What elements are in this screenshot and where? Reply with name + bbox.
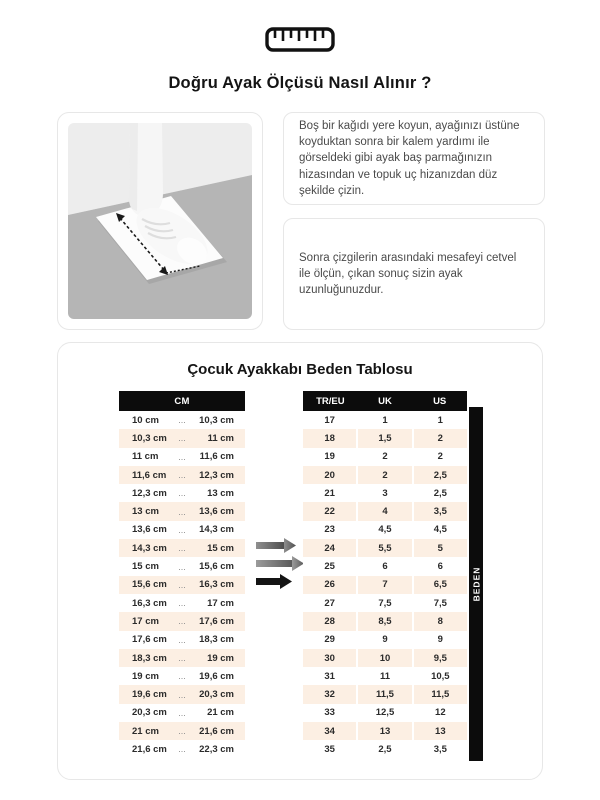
cm-max-value: 17 cm (207, 597, 234, 609)
header-uk: UK (378, 395, 392, 407)
mapping-arrows-icon (254, 537, 304, 596)
cm-max-value: 12,3 cm (199, 469, 234, 481)
cm-max-value: 20,3 cm (199, 689, 234, 701)
cm-min-value: 20,3 cm (132, 707, 167, 719)
uk-value: 7,5 (358, 594, 411, 612)
header-tr-eu: TR/EU (316, 395, 345, 407)
tr-eu-value: 27 (303, 594, 356, 612)
cm-max-value: 19,6 cm (199, 670, 234, 682)
cm-table-row (119, 594, 245, 612)
cm-min-value: 13,6 cm (132, 524, 167, 536)
size-table-row (303, 411, 467, 429)
cm-max-value: 17,6 cm (199, 615, 234, 627)
size-table-row (303, 576, 467, 594)
cm-min-value: 14,3 cm (132, 542, 167, 554)
cm-table-row (119, 466, 245, 484)
tr-eu-value: 20 (303, 466, 356, 484)
cm-max-value: 18,3 cm (199, 634, 234, 646)
cm-min-value: 10 cm (132, 414, 159, 426)
cm-max-value: 10,3 cm (199, 414, 234, 426)
tr-eu-value: 29 (303, 631, 356, 649)
uk-value: 12,5 (358, 704, 411, 722)
tr-eu-value: 19 (303, 448, 356, 466)
cm-max-value: 15 cm (207, 542, 234, 554)
size-table-row (303, 740, 467, 758)
cm-table-row (119, 521, 245, 539)
cm-max-value: 15,6 cm (199, 561, 234, 573)
tr-eu-value: 32 (303, 685, 356, 703)
cm-table-row (119, 631, 245, 649)
cm-table-header: CM (119, 391, 245, 411)
cm-min-value: 21 cm (132, 725, 159, 737)
range-dots: ... (178, 744, 186, 755)
cm-max-value: 11 cm (207, 432, 234, 444)
uk-value: 1 (358, 411, 411, 429)
us-value: 5 (414, 539, 467, 557)
range-dots: ... (178, 616, 186, 627)
uk-value: 4,5 (358, 521, 411, 539)
us-value: 2 (414, 448, 467, 466)
cm-min-value: 16,3 cm (132, 597, 167, 609)
us-value: 3,5 (414, 502, 467, 520)
range-dots: ... (178, 707, 186, 718)
range-dots: ... (178, 579, 186, 590)
cm-min-value: 18,3 cm (132, 652, 167, 664)
tr-eu-value: 18 (303, 429, 356, 447)
cm-min-value: 15,6 cm (132, 579, 167, 591)
uk-value: 9 (358, 631, 411, 649)
us-value: 8 (414, 612, 467, 630)
cm-table-row (119, 740, 245, 758)
cm-max-value: 19 cm (207, 652, 234, 664)
range-dots: ... (178, 470, 186, 481)
range-dots: ... (178, 598, 186, 609)
tr-eu-value: 23 (303, 521, 356, 539)
us-value: 7,5 (414, 594, 467, 612)
cm-table-row (119, 722, 245, 740)
us-value: 2 (414, 429, 467, 447)
size-table-row (303, 612, 467, 630)
cm-max-value: 21 cm (207, 707, 234, 719)
tr-eu-value: 30 (303, 649, 356, 667)
us-value: 11,5 (414, 685, 467, 703)
cm-table-row (119, 685, 245, 703)
cm-min-value: 13 cm (132, 506, 159, 518)
cm-max-value: 13 cm (207, 487, 234, 499)
cm-max-value: 21,6 cm (199, 725, 234, 737)
tr-eu-value: 25 (303, 557, 356, 575)
cm-table-row (119, 557, 245, 575)
cm-table-row (119, 539, 245, 557)
size-table-header (303, 391, 467, 411)
range-dots: ... (178, 524, 186, 535)
us-value: 9,5 (414, 649, 467, 667)
range-dots: ... (178, 488, 186, 499)
us-value: 4,5 (414, 521, 467, 539)
us-value: 2,5 (414, 466, 467, 484)
range-dots: ... (178, 671, 186, 682)
beden-side-bar (469, 407, 483, 761)
cm-min-value: 15 cm (132, 561, 159, 573)
cm-min-value: 12,3 cm (132, 487, 167, 499)
instruction-step-1-text: Boş bir kağıdı yere koyun, ayağınızı üstüne koyduktan sonra bir kalem yardımı ile görseldeki gibi ayak baş parmağınızın hizasından ve topuk uç hizanızdan düz şekilde çizin. (299, 120, 520, 197)
size-table-row (303, 557, 467, 575)
uk-value: 6 (358, 557, 411, 575)
cm-table-row (119, 704, 245, 722)
size-table-row (303, 448, 467, 466)
cm-table-row (119, 649, 245, 667)
ruler-icon (0, 24, 600, 59)
international-size-table (303, 391, 467, 759)
cm-min-value: 19,6 cm (132, 689, 167, 701)
cm-min-value: 17 cm (132, 615, 159, 627)
tr-eu-value: 26 (303, 576, 356, 594)
tr-eu-value: 33 (303, 704, 356, 722)
range-dots: ... (178, 433, 186, 444)
us-value: 2,5 (414, 484, 467, 502)
range-dots: ... (178, 543, 186, 554)
tr-eu-value: 28 (303, 612, 356, 630)
page-title: Doğru Ayak Ölçüsü Nasıl Alınır ? (168, 74, 432, 92)
cm-table-row (119, 576, 245, 594)
cm-min-value: 21,6 cm (132, 743, 167, 755)
size-table-row (303, 722, 467, 740)
uk-value: 2 (358, 448, 411, 466)
uk-value: 7 (358, 576, 411, 594)
size-table-row (303, 502, 467, 520)
tr-eu-value: 17 (303, 411, 356, 429)
size-table-row (303, 466, 467, 484)
us-value: 6 (414, 557, 467, 575)
foot-measure-illustration (68, 123, 252, 319)
size-table-section (57, 342, 543, 780)
range-dots: ... (178, 653, 186, 663)
cm-min-value: 11,6 cm (132, 469, 167, 481)
uk-value: 2 (358, 466, 411, 484)
cm-table-row (119, 429, 245, 447)
size-table-row (303, 484, 467, 502)
cm-min-value: 19 cm (132, 670, 159, 682)
uk-value: 5,5 (358, 539, 411, 557)
range-dots: ... (178, 689, 186, 700)
cm-table-row (119, 502, 245, 520)
tr-eu-value: 31 (303, 667, 356, 685)
uk-value: 8,5 (358, 612, 411, 630)
size-table-row (303, 539, 467, 557)
us-value: 13 (414, 722, 467, 740)
size-table-body (303, 411, 467, 759)
cm-table-row (119, 667, 245, 685)
cm-max-value: 11,6 cm (199, 451, 234, 463)
uk-value: 1,5 (358, 429, 411, 447)
uk-value: 11 (358, 667, 411, 685)
cm-max-value: 16,3 cm (199, 579, 234, 591)
cm-table (119, 391, 245, 759)
uk-value: 11,5 (358, 685, 411, 703)
size-table-row (303, 685, 467, 703)
us-value: 12 (414, 704, 467, 722)
cm-min-value: 17,6 cm (132, 634, 167, 646)
range-dots: ... (178, 415, 186, 426)
tr-eu-value: 24 (303, 539, 356, 557)
instruction-step-1 (283, 112, 545, 205)
cm-table-row (119, 448, 245, 466)
uk-value: 10 (358, 649, 411, 667)
range-dots: ... (178, 634, 186, 645)
beden-label: BEDEN (471, 566, 482, 602)
size-table-row (303, 704, 467, 722)
range-dots: ... (178, 451, 186, 462)
cm-max-value: 14,3 cm (199, 524, 234, 536)
cm-table-body (119, 411, 245, 759)
size-table-row (303, 594, 467, 612)
range-dots: ... (178, 726, 186, 737)
range-dots: ... (178, 561, 186, 572)
header-us: US (433, 395, 447, 407)
tr-eu-value: 22 (303, 502, 356, 520)
cm-table-row (119, 484, 245, 502)
cm-max-value: 22,3 cm (199, 743, 234, 755)
us-value: 1 (414, 411, 467, 429)
uk-value: 2,5 (358, 740, 411, 758)
uk-value: 13 (358, 722, 411, 740)
cm-table-row (119, 612, 245, 630)
foot-measure-image (57, 112, 263, 330)
size-table-row (303, 429, 467, 447)
tr-eu-value: 35 (303, 740, 356, 758)
size-table-row (303, 521, 467, 539)
uk-value: 4 (358, 502, 411, 520)
us-value: 3,5 (414, 740, 467, 758)
cm-min-value: 10,3 cm (132, 432, 167, 444)
uk-value: 3 (358, 484, 411, 502)
size-table-row (303, 649, 467, 667)
us-value: 9 (414, 631, 467, 649)
size-section-title: Çocuk Ayakkabı Beden Tablosu (187, 361, 413, 378)
cm-table-row (119, 411, 245, 429)
cm-min-value: 11 cm (132, 451, 159, 463)
cm-max-value: 13,6 cm (199, 506, 234, 518)
range-dots: ... (178, 506, 186, 517)
us-value: 6,5 (414, 576, 467, 594)
tr-eu-value: 34 (303, 722, 356, 740)
size-table-row (303, 631, 467, 649)
instruction-step-2-text: Sonra çizgilerin arasındaki mesafeyi cetvel ile ölçün, çıkan sonuç sizin ayak uzunluğunuzdur. (299, 251, 517, 297)
instruction-step-2 (283, 218, 545, 330)
size-table-row (303, 667, 467, 685)
us-value: 10,5 (414, 667, 467, 685)
tr-eu-value: 21 (303, 484, 356, 502)
